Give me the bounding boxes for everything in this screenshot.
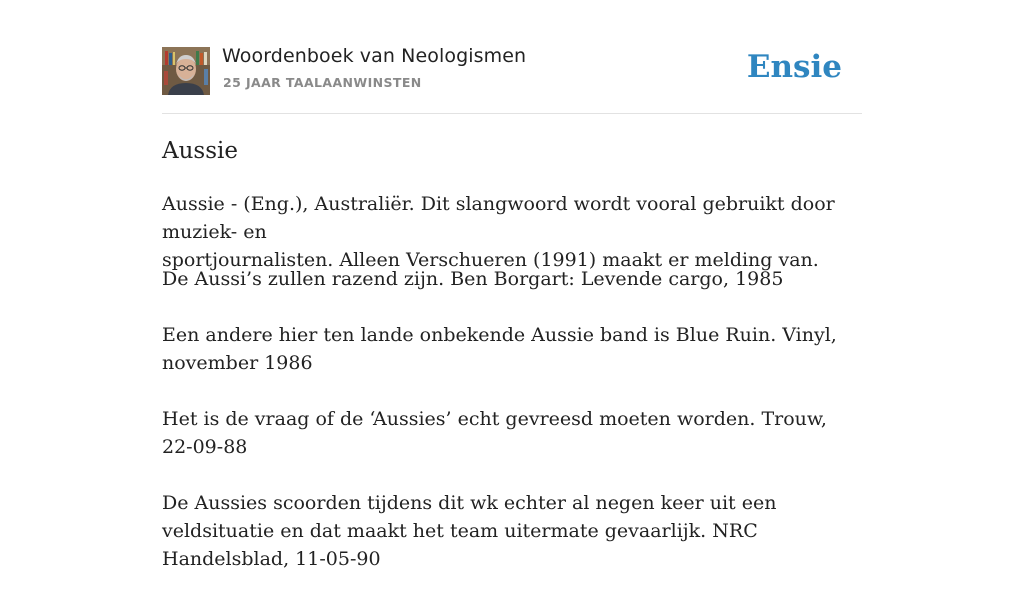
entry-title: Aussie (162, 138, 238, 164)
content-container (162, 0, 862, 570)
quote-list (162, 265, 862, 601)
brand-logo[interactable]: Ensie (746, 49, 842, 85)
quote-item: De Aussies scoorden tijdens dit wk echter al negen keer uit een veldsituatie en dat maakt het team uitermate gevaarlijk. NRC Handelsblad, 11-05-90 (162, 492, 777, 570)
author-portrait-icon[interactable] (162, 47, 210, 95)
definition-line: Aussie - (Eng.), Australiër. Dit slangwoord wordt vooral gebruikt door muziek- en (162, 193, 835, 243)
site-subtitle: 25 JAAR TAALAANWINSTEN (223, 75, 422, 90)
quote-item: Een andere hier ten lande onbekende Aussie band is Blue Ruin. Vinyl, november 1986 (162, 324, 837, 374)
quote-item: De Aussi’s zullen razend zijn. Ben Borgart: Levende cargo, 1985 (162, 268, 784, 290)
quote-item: Het is de vraag of de ‘Aussies’ echt gevreesd moeten worden. Trouw, 22-09-88 (162, 408, 827, 458)
site-title[interactable]: Woordenboek van Neologismen (222, 45, 527, 67)
entry-definition (162, 190, 862, 274)
definition-line: sportjournalisten. Alleen Verschueren (1991) maakt er melding van. (162, 249, 819, 271)
site-header (162, 0, 862, 114)
